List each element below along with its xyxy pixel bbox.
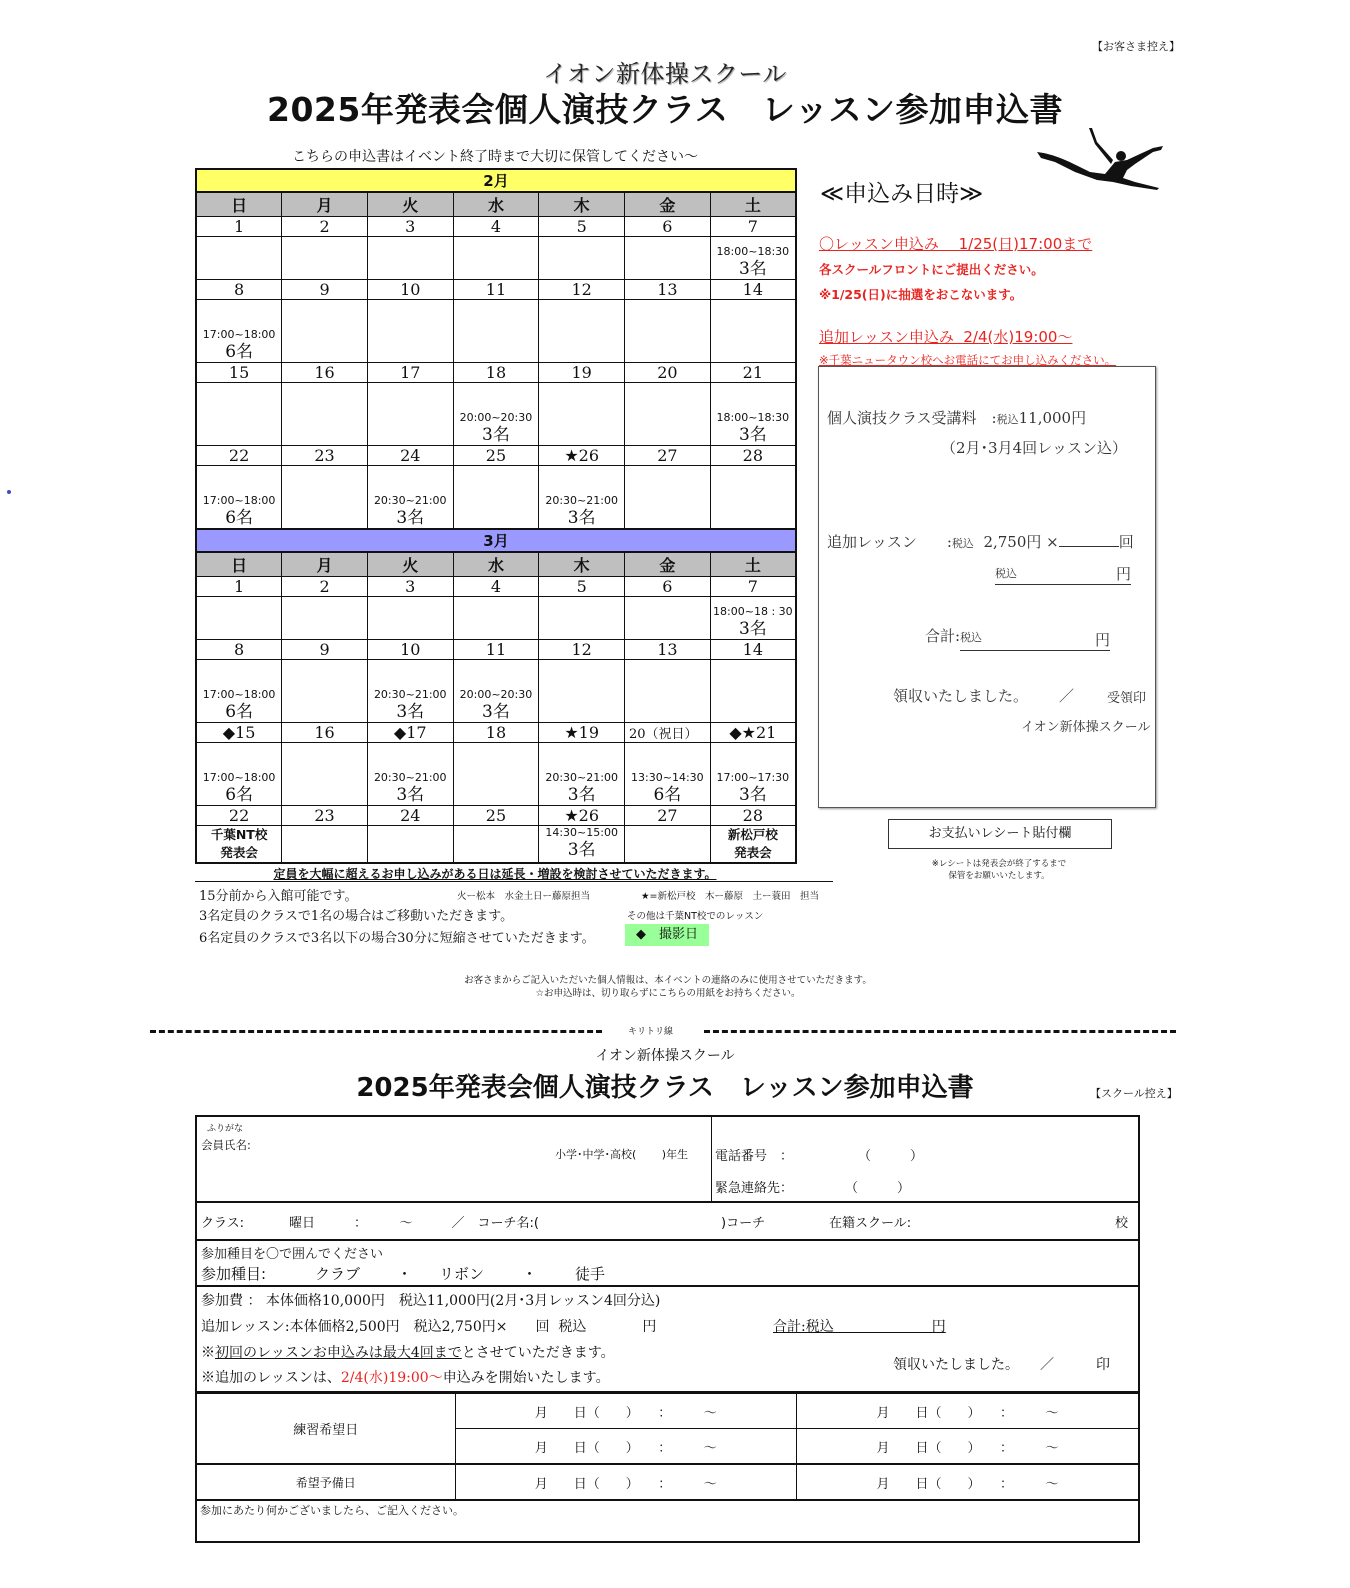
cut-line-label: キリトリ線 (628, 1027, 674, 1037)
grade-field[interactable]: 小学･中学･高校( )年生 (555, 1148, 689, 1161)
date-cell: 4 (453, 217, 539, 237)
event-separator: ・ (397, 1265, 413, 1283)
date-cell: 22 (196, 806, 282, 826)
date-cell: 14 (710, 640, 796, 660)
slot-capacity: 3名 (738, 425, 767, 445)
slot-time: 17:00~18:00 (202, 494, 276, 507)
date-cell: 18 (453, 363, 539, 383)
apply-heading: ≪申込み日時≫ (820, 181, 984, 207)
course-fee: 11,000円 (1018, 409, 1087, 427)
furigana-label: ふりがな (207, 1124, 244, 1134)
extra-lesson-line (827, 531, 1134, 552)
class-label: クラス: (201, 1216, 244, 1231)
empty-slot (453, 300, 539, 363)
lesson-slot[interactable] (539, 466, 625, 530)
date-cell: 15 (196, 363, 282, 383)
received-slash: ／ (1059, 687, 1075, 705)
date-cell: ★26 (539, 446, 625, 466)
total-line (925, 625, 1110, 651)
empty-slot (539, 237, 625, 280)
slot-capacity: 6名 (225, 702, 254, 722)
date-row (196, 577, 796, 597)
slot-capacity: 3名 (482, 425, 510, 445)
note-suffix: 申込みを開始いたします。 (442, 1370, 610, 1386)
weekday-header: 金 (625, 192, 711, 217)
reserve-label: 希望予備日 (197, 1464, 455, 1499)
slot-time: 18:00~18:30 (716, 245, 790, 258)
date-cell: 8 (196, 640, 282, 660)
date-row (196, 280, 796, 300)
event-section (197, 1241, 1138, 1287)
class-section (197, 1203, 1138, 1241)
date-cell: 2 (282, 217, 368, 237)
empty-slot (539, 383, 625, 446)
slot-capacity: 3名 (567, 508, 596, 528)
weekday-header: 月 (282, 552, 368, 577)
slot-capacity: 3名 (738, 619, 767, 639)
note-suffix: とさせていただきます。 (461, 1345, 615, 1361)
slot-capacity: 3名 (482, 702, 510, 722)
date-cell: ◆15 (196, 723, 282, 743)
date-cell: 4 (453, 577, 539, 597)
event-label: 千葉NT校 (210, 827, 268, 842)
extension-note: 定員を大幅に超えるお申し込みがある日は延長・増設を検討させていただきます。 (273, 867, 717, 881)
lesson-slot[interactable] (367, 660, 453, 723)
date-cell: 17 (367, 363, 453, 383)
event-ribbon[interactable]: リボン (439, 1265, 485, 1283)
empty-slot (710, 466, 796, 530)
weekday-header: 土 (710, 552, 796, 577)
total-label: 合計: (925, 627, 961, 645)
school-copy-tag: 【スクール控え】 (1090, 1087, 1178, 1100)
slot-time: 20:30~21:00 (373, 771, 447, 784)
tax-incl: 税込 (996, 413, 1019, 426)
slot-capacity: 6名 (225, 785, 254, 805)
date-cell: 21 (710, 363, 796, 383)
date-cell: 6 (625, 577, 711, 597)
customer-copy-tag: 【お客さま控え】 (1092, 40, 1180, 53)
empty-slot (625, 237, 711, 280)
empty-slot (196, 597, 282, 640)
fee-line: 参加費 ： 本体価格10,000円 税込11,000円(2月･3月レッスン4回分込) (201, 1293, 661, 1309)
other-note: その他は千葉NT校でのレッスン (627, 911, 764, 922)
date-cell: 13 (625, 280, 711, 300)
date-cell: 9 (282, 640, 368, 660)
date-cell: 7 (710, 577, 796, 597)
date-cell: 5 (539, 577, 625, 597)
total-field[interactable] (960, 629, 1110, 651)
class-fields[interactable]: 曜日 ： ～ ／ コーチ名:( (289, 1216, 539, 1231)
date-cell: 10 (367, 280, 453, 300)
receipt-note-1: ※レシートは発表会が終了するまで (931, 859, 1067, 869)
month-header-row (196, 529, 796, 552)
empty-slot (539, 660, 625, 723)
weekday-header: 火 (367, 552, 453, 577)
lesson-slot[interactable] (710, 237, 796, 280)
tax-incl: 税込 (995, 567, 1017, 580)
slot-time: 20:30~21:00 (373, 688, 447, 701)
empty-slot (367, 300, 453, 363)
cut-line-left (150, 1030, 602, 1033)
lesson-slot[interactable] (539, 826, 625, 864)
date-cell: 28 (710, 446, 796, 466)
date-cell: 12 (539, 280, 625, 300)
slot-capacity: 3名 (738, 259, 767, 279)
date-row (196, 217, 796, 237)
tax-incl: 税込 (951, 537, 974, 550)
weekday-header: 土 (710, 192, 796, 217)
event-instruction: 参加種目を〇で囲んでください (201, 1247, 384, 1262)
reserve-date-2[interactable]: 月 日（ ） ： ～ (797, 1464, 1139, 1499)
date-cell: ◆17 (367, 723, 453, 743)
yen: 円 (1095, 631, 1111, 649)
lesson-slot[interactable] (367, 743, 453, 806)
date-row (196, 446, 796, 466)
extra-price: 2,750円 × (983, 533, 1059, 551)
date-cell: 3 (367, 577, 453, 597)
date-cell: 19 (539, 363, 625, 383)
slot-time: 13:30~14:30 (631, 771, 704, 784)
weekday-header: 火 (367, 192, 453, 217)
note-prefix: ※追加のレッスンは、 (201, 1370, 341, 1386)
lesson-slot[interactable] (367, 466, 453, 530)
slot-capacity: 6名 (225, 508, 254, 528)
empty-slot (625, 660, 711, 723)
date-cell: ◆★21 (710, 723, 796, 743)
date-cell: 2 (282, 577, 368, 597)
stamp-label: 受領印 (1107, 691, 1147, 706)
slot-capacity: 3名 (567, 840, 596, 860)
fee-section (197, 1287, 1138, 1393)
emergency-contact-field[interactable]: 緊急連絡先： （ ） (715, 1181, 911, 1196)
empty-slot (282, 383, 368, 446)
page-title: 2025年発表会個人演技クラス レッスン参加申込書 (266, 90, 1064, 129)
stray-dot (7, 490, 11, 494)
divider (195, 881, 833, 882)
empty-slot (367, 826, 453, 864)
empty-slot (539, 300, 625, 363)
lesson-calendar (195, 168, 797, 864)
empty-slot (453, 237, 539, 280)
empty-slot (282, 300, 368, 363)
coach-note: 火ー松本 水金土日ー藤原担当 (457, 891, 591, 902)
date-cell: 24 (367, 446, 453, 466)
empty-slot (282, 660, 368, 723)
lesson-slot[interactable] (453, 383, 539, 446)
date-cell: 23 (282, 446, 368, 466)
date-cell: 27 (625, 806, 711, 826)
school-name: イオン新体操スクール (543, 60, 787, 88)
slot-time: 20:30~21:00 (373, 494, 447, 507)
lesson-slot[interactable] (710, 383, 796, 446)
member-name-label: 会員氏名: (201, 1138, 251, 1152)
empty-slot (710, 660, 796, 723)
empty-slot (282, 826, 368, 864)
weekday-row (196, 192, 796, 217)
note-prefix: ※ (201, 1345, 215, 1361)
date-cell: 6 (625, 217, 711, 237)
date-cell: 16 (282, 363, 368, 383)
month-label: 3月 (196, 529, 796, 552)
slot-capacity: 3名 (567, 785, 596, 805)
slot-row (196, 660, 796, 723)
empty-slot (453, 743, 539, 806)
lesson-slot[interactable] (196, 300, 282, 363)
date-cell: 9 (282, 280, 368, 300)
slot-row (196, 826, 796, 864)
keep-note: こちらの申込書はイベント終了時まで大切に保管してください～ (292, 149, 698, 165)
slot-time: 14:30~15:00 (545, 826, 618, 839)
lesson-slot[interactable] (453, 660, 539, 723)
shorten-note: 6名定員のクラスで3名以下の場合30分に短縮させていただきます。 (199, 931, 595, 946)
tax-incl: 税込 (960, 631, 983, 644)
empty-slot (625, 383, 711, 446)
lesson-deadline: 〇レッスン申込み 1/25(日)17:00まで (819, 235, 1093, 253)
date-cell: 1 (196, 577, 282, 597)
course-fee-line (827, 407, 1086, 428)
date-cell: 25 (453, 446, 539, 466)
slot-time: 20:00~20:30 (459, 688, 533, 701)
slot-time: 17:00~17:30 (716, 771, 790, 784)
date-cell: 14 (710, 280, 796, 300)
lesson-slot[interactable] (539, 743, 625, 806)
empty-slot (367, 383, 453, 446)
star-note: ★=新松戸校 木ー藤原 土ー蓑田 担当 (641, 891, 819, 902)
phone-note: ※千葉ニュータウン校へお電話にてお申し込みください。 (819, 353, 1117, 367)
coach-suffix: )コーチ (721, 1216, 766, 1231)
empty-slot (453, 597, 539, 640)
fee-school-name: イオン新体操スクール (1021, 720, 1151, 735)
empty-slot (196, 383, 282, 446)
total-line[interactable]: 合計:税込 円 (773, 1319, 946, 1335)
school-copy-title: 2025年発表会個人演技クラス レッスン参加申込書 (356, 1073, 974, 1103)
application-form (195, 1115, 1140, 1543)
date-cell: 24 (367, 806, 453, 826)
fee-box (818, 366, 1156, 808)
enrolled-school-label[interactable]: 在籍スクール: (829, 1216, 912, 1231)
empty-slot (625, 826, 711, 864)
event-cell (196, 826, 282, 864)
date-cell: ★19 (539, 723, 625, 743)
privacy-note: お客さまからご記入いただいた個人情報は、本イベントの連絡のみに使用させていただきます。 (464, 975, 872, 986)
receipt-paste-area: お支払いレシート貼付欄 (888, 819, 1112, 849)
photo-day-legend: ◆ 撮影日 (625, 924, 709, 946)
event-label: 参加種目: (201, 1265, 267, 1283)
school-copy-school-name: イオン新体操スクール (595, 1048, 735, 1064)
course-fee-label: 個人演技クラス受講料 : (827, 409, 997, 427)
receipt-note-2: 保管をお願いいたします。 (948, 871, 1050, 881)
extra-label: 追加レッスン : (827, 533, 952, 551)
extra-lesson-line[interactable]: 追加レッスン:本体価格2,500円 税込2,750円× 回 税込 円 (201, 1319, 657, 1335)
cut-line-right (704, 1030, 1176, 1033)
empty-slot (625, 597, 711, 640)
weekday-header: 日 (196, 552, 282, 577)
slot-row (196, 383, 796, 446)
date-cell: 13 (625, 640, 711, 660)
slot-time: 18:00~18:30 (716, 411, 790, 424)
extra-amount-field[interactable] (995, 563, 1131, 585)
extra-lesson-note (201, 1367, 610, 1387)
lesson-slot[interactable] (196, 743, 282, 806)
empty-slot (625, 466, 711, 530)
times-unit: 回 (1118, 533, 1134, 551)
date-cell: 28 (710, 806, 796, 826)
date-row (196, 363, 796, 383)
weekday-header: 木 (539, 552, 625, 577)
empty-slot (625, 300, 711, 363)
course-fee-note: （2月･3月4回レッスン込） (941, 439, 1127, 457)
month-label: 2月 (196, 169, 796, 192)
lesson-slot[interactable] (625, 743, 711, 806)
date-cell: 10 (367, 640, 453, 660)
empty-slot (282, 597, 368, 640)
event-freehand[interactable]: 徒手 (575, 1265, 606, 1283)
date-cell: 1 (196, 217, 282, 237)
note-date: 2/4(水)19:00～ (340, 1370, 443, 1386)
empty-slot (282, 466, 368, 530)
date-cell: 27 (625, 446, 711, 466)
received-text: 領収いたしました。 (893, 687, 1029, 705)
date-cell: 3 (367, 217, 453, 237)
slot-time: 20:30~21:00 (545, 494, 618, 507)
lesson-slot[interactable] (196, 660, 282, 723)
phone-field[interactable]: 電話番号 ： （ ） (715, 1149, 924, 1164)
date-cell: 20 (625, 363, 711, 383)
received-stamp-line: 領収いたしました。 ／ 印 (893, 1357, 1110, 1373)
empty-slot (282, 237, 368, 280)
empty-slot (367, 597, 453, 640)
school-suffix: 校 (1115, 1216, 1129, 1231)
lesson-slot[interactable] (710, 597, 796, 640)
event-cell (710, 826, 796, 864)
note-emphasis: 初回のレッスンお申込みは最大4回まで (215, 1345, 462, 1361)
slot-row (196, 743, 796, 806)
weekday-header: 金 (625, 552, 711, 577)
empty-slot (453, 466, 539, 530)
empty-slot (282, 743, 368, 806)
slot-time: 20:30~21:00 (545, 771, 618, 784)
date-cell: 20（祝日） (625, 723, 711, 743)
date-row (196, 806, 796, 826)
practice-date-4[interactable]: 月 日（ ） ： ～ (797, 1429, 1139, 1465)
date-cell: 23 (282, 806, 368, 826)
event-label: 新松戸校 (727, 827, 778, 842)
slot-capacity: 3名 (396, 785, 425, 805)
date-cell: 25 (453, 806, 539, 826)
date-cell: ★26 (539, 806, 625, 826)
slot-time: 17:00~18:00 (202, 328, 276, 341)
date-cell: 11 (453, 280, 539, 300)
slot-time: 18:00~18 : 30 (713, 605, 793, 618)
slot-capacity: 6名 (653, 785, 682, 805)
date-cell: 11 (453, 640, 539, 660)
yen: 円 (1115, 565, 1131, 583)
move-note: 3名定員のクラスで1名の場合はご移動いただきます。 (199, 909, 514, 924)
lesson-slot[interactable] (710, 743, 796, 806)
weekday-header: 水 (453, 552, 539, 577)
weekday-header: 水 (453, 192, 539, 217)
empty-slot (453, 826, 539, 864)
date-cell: 12 (539, 640, 625, 660)
weekday-header: 日 (196, 192, 282, 217)
comments-label: 参加にあたり何かございましたら、ご記入ください。 (200, 1504, 464, 1517)
comments-section[interactable] (197, 1501, 1138, 1541)
date-row (196, 723, 796, 743)
submit-note: 各スクールフロントにご提出ください。 (819, 262, 1044, 277)
empty-slot (710, 300, 796, 363)
event-label: 発表会 (220, 845, 258, 860)
entry-note: 15分前から入館可能です。 (199, 889, 358, 904)
date-cell: 5 (539, 217, 625, 237)
date-cell: 22 (196, 446, 282, 466)
slot-time: 20:00~20:30 (459, 411, 533, 424)
slot-time: 17:00~18:00 (202, 688, 276, 701)
practice-label: 練習希望日 (197, 1394, 455, 1465)
member-section (197, 1117, 1138, 1203)
slot-row (196, 597, 796, 640)
empty-slot (367, 237, 453, 280)
slot-row (196, 466, 796, 530)
slot-capacity: 3名 (396, 702, 425, 722)
lesson-slot[interactable] (196, 466, 282, 530)
bring-note: ☆お申込時は、切り取らずにこちらの用紙をお持ちください。 (535, 988, 801, 999)
practice-date-3[interactable]: 月 日（ ） ： ～ (455, 1429, 797, 1465)
slot-time: 17:00~18:00 (202, 771, 276, 784)
date-row (196, 640, 796, 660)
slot-row (196, 300, 796, 363)
slot-capacity: 6名 (225, 342, 254, 362)
practice-date-1[interactable]: 月 日（ ） ： ～ (455, 1394, 797, 1429)
slot-capacity: 3名 (738, 785, 767, 805)
practice-date-2[interactable]: 月 日（ ） ： ～ (797, 1394, 1139, 1429)
first-lesson-note (201, 1342, 615, 1362)
date-cell: 18 (453, 723, 539, 743)
dates-section (197, 1393, 1138, 1501)
date-cell: 8 (196, 280, 282, 300)
gymnast-silhouette-icon (1035, 122, 1165, 192)
weekday-header: 木 (539, 192, 625, 217)
empty-slot (196, 237, 282, 280)
extra-lesson-start: 追加レッスン申込み 2/4(水)19:00～ (819, 328, 1073, 346)
event-club[interactable]: クラブ (315, 1265, 361, 1283)
slot-row (196, 237, 796, 280)
reserve-date-1[interactable]: 月 日（ ） ： ～ (455, 1464, 797, 1499)
times-field[interactable] (1059, 532, 1119, 547)
event-label: 発表会 (734, 845, 772, 860)
weekday-row (196, 552, 796, 577)
empty-slot (539, 597, 625, 640)
month-header-row (196, 169, 796, 192)
slot-capacity: 3名 (396, 508, 425, 528)
event-separator: ・ (522, 1265, 538, 1283)
weekday-header: 月 (282, 192, 368, 217)
lottery-note: ※1/25(日)に抽選をおこないます。 (819, 287, 1023, 302)
preferred-dates-table (197, 1393, 1138, 1499)
date-cell: 16 (282, 723, 368, 743)
date-cell: 7 (710, 217, 796, 237)
